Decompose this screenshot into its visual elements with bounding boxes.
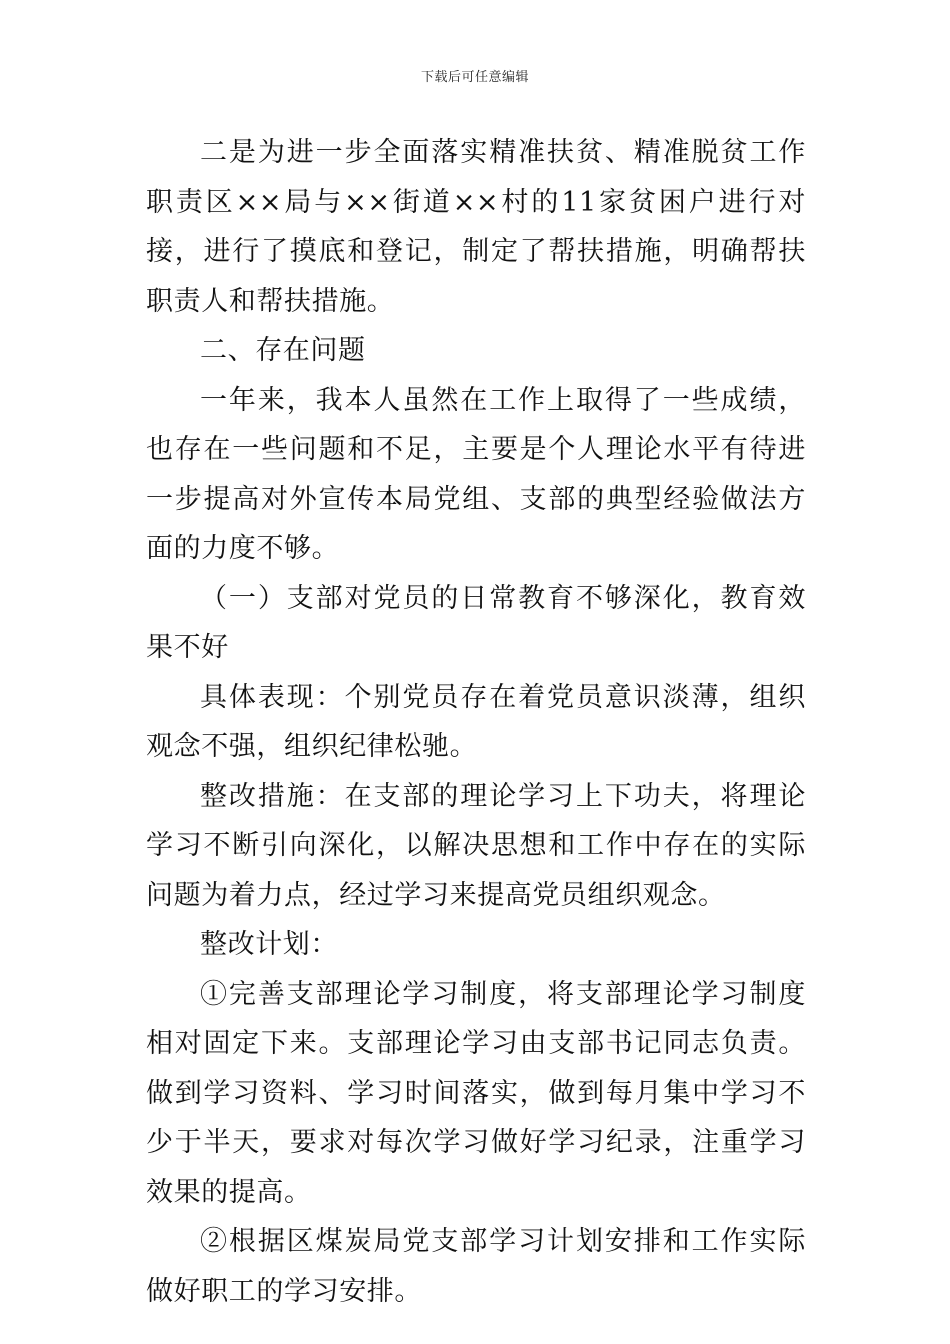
paragraph-rectification-plan-label: 整改计划： [200,929,338,960]
paragraph-rectification-measures: 整改措施：在支部的理论学习上下功夫，将理论学习不断引向深化，以解决思想和工作中存在的实际问题为着力点，经过学习来提高党员组织观念。 [146,780,806,911]
page-header-note: 下载后可任意编辑 [420,70,529,85]
paragraph-specific-manifestation: 具体表现：个别党员存在着党员意识淡薄，组织观念不强，组织纪律松驰。 [146,681,806,762]
document-body [146,128,806,1316]
paragraph-poverty-alleviation: 二是为进一步全面落实精准扶贫、精准脱贫工作职责区××局与××街道××村的11家贫困户进行对接，进行了摸底和登记，制定了帮扶措施，明确帮扶职责人和帮扶措施。 [146,137,806,317]
plan-item-1: ①完善支部理论学习制度，将支部理论学习制度相对固定下来。支部理论学习由支部书记同志负责。做到学习资料、学习时间落实，做到每月集中学习不少于半天，要求对每次学习做好学习纪录，注重学习效果的提高。 [146,978,806,1208]
paragraph-problems-summary: 一年来，我本人虽然在工作上取得了一些成绩，也存在一些问题和不足，主要是个人理论水平有待进一步提高对外宣传本局党组、支部的典型经验做法方面的力度不够。 [146,384,806,564]
plan-item-2: ②根据区煤炭局党支部学习计划安排和工作实际做好职工的学习安排。 [146,1226,806,1307]
subsection-heading-education: （一）支部对党员的日常教育不够深化，教育效果不好 [146,582,806,663]
section-heading-existing-problems: 二、存在问题 [200,335,366,366]
